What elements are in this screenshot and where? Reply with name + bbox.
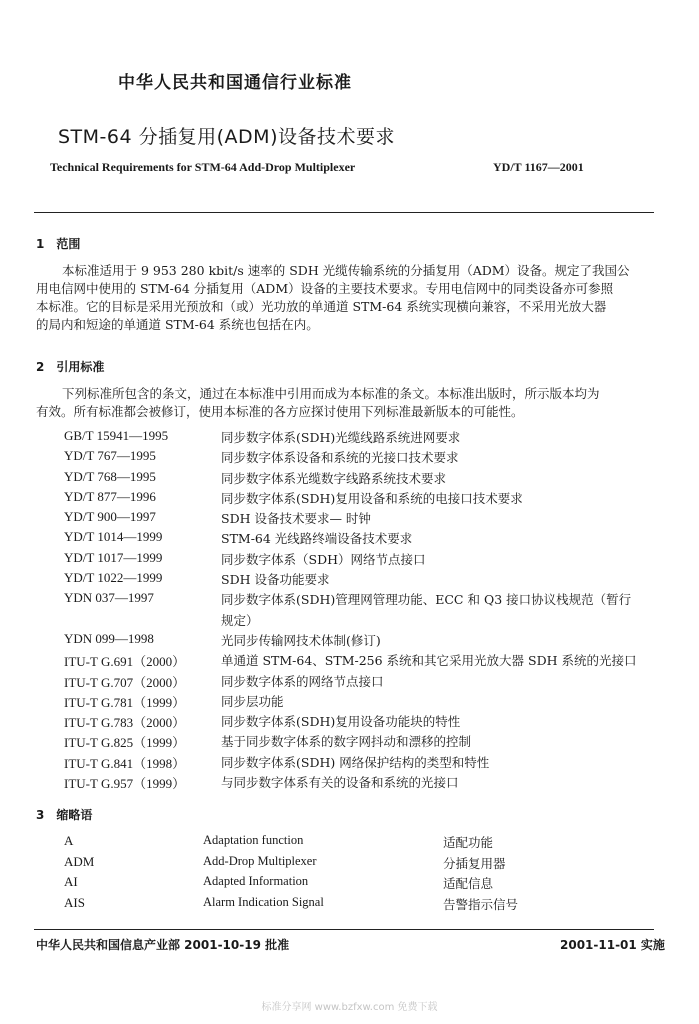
reference-title: 同步数字体系(SDH)光缆线路系统进网要求	[221, 430, 461, 445]
reference-code: YD/T 877—1996	[64, 488, 156, 504]
paragraph-line: 的局内和短途的单通道 STM-64 系统也包括在内。	[36, 317, 319, 332]
paragraph-line: 有效。所有标准都会被修订，使用本标准的各方应探讨使用下列标准最新版本的可能性。	[36, 404, 524, 419]
abbreviations-table	[64, 833, 624, 915]
reference-title: 光同步传输网技术体制(修订)	[221, 632, 381, 648]
paragraph-line: 下列标准所包含的条文，通过在本标准中引用而成为本标准的条文。本标准出版时，所示版本均为	[62, 386, 600, 401]
reference-title: 与同步数字体系有关的设备和系统的光接口	[221, 775, 459, 791]
reference-code: YD/T 1022—1999	[64, 570, 163, 586]
abbreviation-row	[64, 874, 624, 895]
abbreviation-row	[64, 895, 624, 916]
abbreviation-chinese: 告警指示信号	[443, 896, 519, 912]
reference-row	[64, 448, 664, 468]
abbreviation-row	[64, 854, 624, 875]
reference-row	[64, 712, 664, 732]
abbreviation: ADM	[64, 853, 95, 869]
reference-title: 基于同步数字体系的数字网抖动和漂移的控制	[221, 734, 472, 750]
reference-row	[64, 753, 664, 773]
reference-row	[64, 509, 664, 529]
abbreviation-chinese: 适配信息	[443, 876, 494, 891]
reference-title: 同步数字体系（SDH）网络节点接口	[221, 551, 426, 567]
abbreviation-row	[64, 833, 624, 854]
referenced-standards-list	[64, 428, 664, 793]
reference-code: YDN 099—1998	[64, 630, 154, 646]
abbreviation-english: Alarm Indication Signal	[203, 894, 324, 909]
reference-row	[64, 570, 664, 590]
reference-row	[64, 428, 664, 448]
reference-code: YD/T 768—1995	[64, 468, 156, 484]
reference-row	[64, 529, 664, 549]
reference-code: ITU-T G.825（1999）	[64, 735, 186, 751]
section-1-body	[36, 262, 656, 334]
reference-title: 单通道 STM-64、STM-256 系统和其它采用光放大器 SDH 系统的光接口	[221, 653, 637, 669]
reference-row	[64, 773, 664, 793]
section-2-heading: 2 引用标准	[36, 360, 105, 374]
header-divider	[34, 212, 654, 213]
abbreviation-english: Add-Drop Multiplexer	[203, 853, 317, 868]
reference-row	[64, 672, 664, 692]
paragraph-line: 本标准适用于 9 953 280 kbit/s 速率的 SDH 光缆传输系统的分插复用（ADM）设备。规定了我国公	[62, 263, 630, 278]
reference-title: 同步数字体系(SDH)复用设备功能块的特性	[221, 714, 461, 730]
reference-code: ITU-T G.691（2000）	[64, 654, 186, 670]
reference-row	[64, 550, 664, 570]
section-1-heading: 1 范围	[36, 237, 81, 251]
reference-row	[64, 489, 664, 509]
reference-row	[64, 631, 664, 651]
reference-title: 同步数字体系的网络节点接口	[221, 673, 384, 689]
reference-title: SDH 设备技术要求— 时钟	[221, 511, 371, 527]
paragraph-line: 本标准。它的目标是采用光预放和（或）光功放的单通道 STM-64 系统实现横向兼容，不采用光放大器	[36, 299, 607, 314]
section-2-intro	[36, 385, 656, 421]
reference-title: 同步数字体系(SDH) 网络保护结构的类型和特性	[221, 754, 490, 770]
document-title: STM-64 分插复用(ADM)设备技术要求	[58, 126, 395, 148]
reference-row	[64, 692, 664, 712]
reference-code: YDN 037—1997	[64, 590, 154, 606]
reference-code: YD/T 1014—1999	[64, 529, 163, 545]
abbreviation: AI	[64, 874, 78, 889]
reference-row	[64, 732, 664, 752]
reference-code: ITU-T G.841（1998）	[64, 755, 186, 771]
footer-divider	[34, 929, 654, 930]
reference-code: ITU-T G.957（1999）	[64, 776, 186, 792]
reference-title: 同步层功能	[221, 693, 284, 709]
watermark-text: 标准分享网 www.bzfxw.com 免费下载	[261, 1002, 438, 1013]
section-3-heading: 3 缩略语	[36, 808, 93, 822]
abbreviation-chinese: 分插复用器	[443, 855, 506, 871]
reference-code: YD/T 1017—1999	[64, 549, 163, 565]
reference-code: ITU-T G.707（2000）	[64, 674, 186, 690]
reference-title-line: 规定）	[221, 612, 259, 628]
reference-title-line: 同步数字体系(SDH)管理网管理功能、ECC 和 Q3 接口协议栈规范（暂行	[221, 592, 632, 608]
reference-code: ITU-T G.781（1999）	[64, 694, 186, 710]
reference-code: YD/T 900—1997	[64, 509, 156, 525]
reference-code: ITU-T G.783（2000）	[64, 715, 186, 731]
reference-row	[64, 590, 664, 631]
paragraph-line: 用电信网中使用的 STM-64 分插复用（ADM）设备的主要技术要求。专用电信网中的同类设备亦可参照	[36, 281, 614, 296]
reference-title: SDH 设备功能要求	[221, 572, 330, 588]
reference-code: GB/T 15941—1995	[64, 428, 169, 443]
reference-title: 同步数字体系光缆数字线路系统技术要求	[221, 470, 447, 486]
abbreviation-chinese: 适配功能	[443, 835, 494, 850]
reference-title: STM-64 光线路终端设备技术要求	[221, 531, 413, 547]
standard-code: YD/T 1167—2001	[493, 160, 584, 174]
abbreviation-english: Adaptation function	[203, 833, 304, 847]
reference-row	[64, 469, 664, 489]
abbreviation: A	[64, 833, 74, 848]
approval-issuer: 中华人民共和国信息产业部 2001-10-19 批准	[36, 938, 290, 952]
standard-category: 中华人民共和国通信行业标准	[118, 73, 352, 93]
abbreviation: AIS	[64, 894, 85, 910]
reference-row	[64, 651, 664, 671]
reference-code: YD/T 767—1995	[64, 448, 156, 464]
document-title-english: Technical Requirements for STM-64 Add-Drop Multiplexer	[50, 160, 356, 174]
reference-title: 同步数字体系(SDH)复用设备和系统的电接口技术要求	[221, 490, 523, 506]
reference-title: 同步数字体系设备和系统的光接口技术要求	[221, 450, 459, 466]
implementation-date: 2001-11-01 实施	[560, 938, 665, 952]
abbreviation-english: Adapted Information	[203, 874, 309, 888]
reference-title	[221, 590, 661, 631]
